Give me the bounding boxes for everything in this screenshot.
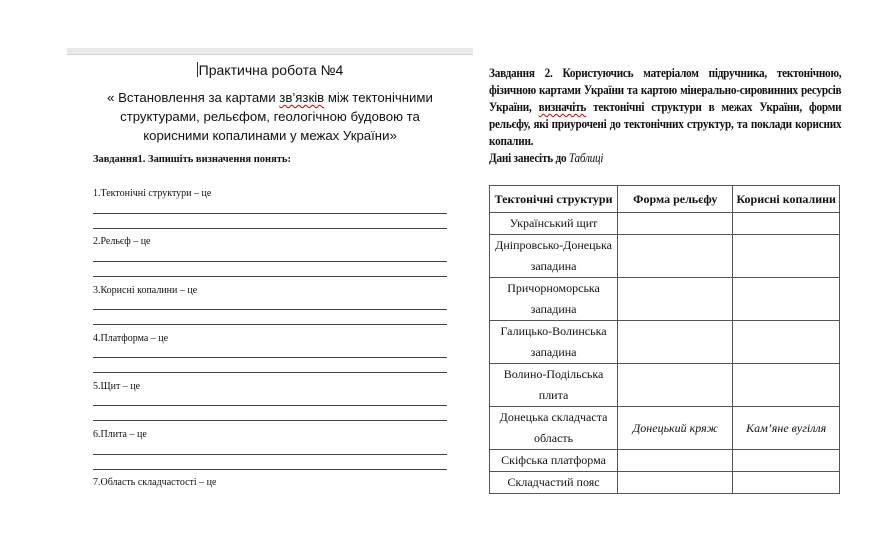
- minerals-cell: [733, 278, 840, 321]
- tectonics-table: [489, 185, 840, 494]
- page-title-text: Практична робота №4: [198, 62, 344, 78]
- minerals-cell: Кам’яне вугілля: [733, 407, 840, 450]
- relief-cell: Донецький кряж: [618, 407, 733, 450]
- answer-line: [93, 324, 447, 325]
- subtitle-misspelled-word: зв’язків: [279, 90, 325, 105]
- subtitle-part: між тектонічними структурами, рельєфом, геологічною будовою та корисними копалинами у межах України»: [120, 90, 433, 143]
- column-header: Форма рельєфу: [618, 186, 733, 213]
- table-row: [490, 278, 840, 321]
- minerals-cell: [733, 364, 840, 407]
- task2-text: [489, 65, 841, 167]
- definition-label: 3.Корисні копалини – це: [93, 285, 198, 296]
- relief-cell: [618, 472, 733, 494]
- page-title: [67, 62, 473, 78]
- answer-line: [93, 213, 447, 214]
- table-header-row: [490, 186, 840, 213]
- subtitle-part: « Встановлення за картами: [107, 90, 280, 105]
- page-subtitle: [87, 88, 453, 145]
- table-row: [490, 407, 840, 450]
- structure-cell: Галицько-Волинська западина: [490, 321, 618, 364]
- structure-cell: Скіфська платформа: [490, 450, 618, 472]
- table-row: [490, 235, 840, 278]
- minerals-cell: [733, 235, 840, 278]
- structure-cell: Український щит: [490, 213, 618, 235]
- definition-label: 2.Рельєф – це: [93, 236, 151, 247]
- answer-line: [93, 420, 447, 421]
- definition-label: 5.Щит – це: [93, 381, 141, 392]
- table-row: [490, 364, 840, 407]
- relief-cell: [618, 364, 733, 407]
- minerals-cell: [733, 472, 840, 494]
- task2-misspelled-word: визначіть: [538, 100, 587, 114]
- definition-label: 6.Плита – це: [93, 429, 147, 440]
- answer-line: [93, 454, 447, 455]
- relief-cell: [618, 213, 733, 235]
- minerals-cell: [733, 321, 840, 364]
- task2-note-italic: Таблиці: [568, 151, 604, 165]
- answer-line: [93, 309, 447, 310]
- task2-part: тектонічні структури в межах України, форми рельєфу, які приурочені до тектонічних структур, та поклади корисних копалин.: [489, 100, 842, 148]
- text-cursor: [197, 62, 198, 77]
- task2-note: Дані занесіть до: [489, 151, 569, 165]
- document-ruler: [67, 48, 473, 55]
- relief-cell: [618, 450, 733, 472]
- structure-cell: Дніпровсько-Донецька западина: [490, 235, 618, 278]
- structure-cell: Волино-Подільська плита: [490, 364, 618, 407]
- table-row: [490, 472, 840, 494]
- worksheet-left-page: [67, 48, 473, 498]
- relief-cell: [618, 321, 733, 364]
- answer-line: [93, 372, 447, 373]
- definition-label: 1.Тектонічні структури – це: [93, 188, 212, 199]
- answer-line: [93, 261, 447, 262]
- definition-label: 7.Область складчастості – це: [93, 477, 217, 488]
- relief-cell: [618, 278, 733, 321]
- answer-line: [93, 357, 447, 358]
- answer-line: [93, 405, 447, 406]
- definition-label: 4.Платформа – це: [93, 333, 169, 344]
- relief-cell: [618, 235, 733, 278]
- minerals-cell: [733, 450, 840, 472]
- answer-line: [93, 276, 447, 277]
- task2-part: Завдання 2. Користуючись матеріалом підручника, тектонічною, фізичною картами України та картою мінерально-сировинних ресурсів України,: [489, 66, 842, 114]
- table-row: [490, 450, 840, 472]
- structure-cell: Складчастий пояс: [490, 472, 618, 494]
- table-row: [490, 321, 840, 364]
- minerals-cell: [733, 213, 840, 235]
- answer-line: [93, 228, 447, 229]
- column-header: Корисні копалини: [733, 186, 840, 213]
- structure-cell: Донецька складчаста область: [490, 407, 618, 450]
- structure-cell: Причорноморська западина: [490, 278, 618, 321]
- task1-heading: Завдання1. Запишіть визначення понять:: [93, 154, 291, 165]
- column-header: Тектонічні структури: [490, 186, 618, 213]
- table-row: [490, 213, 840, 235]
- answer-line: [93, 469, 447, 470]
